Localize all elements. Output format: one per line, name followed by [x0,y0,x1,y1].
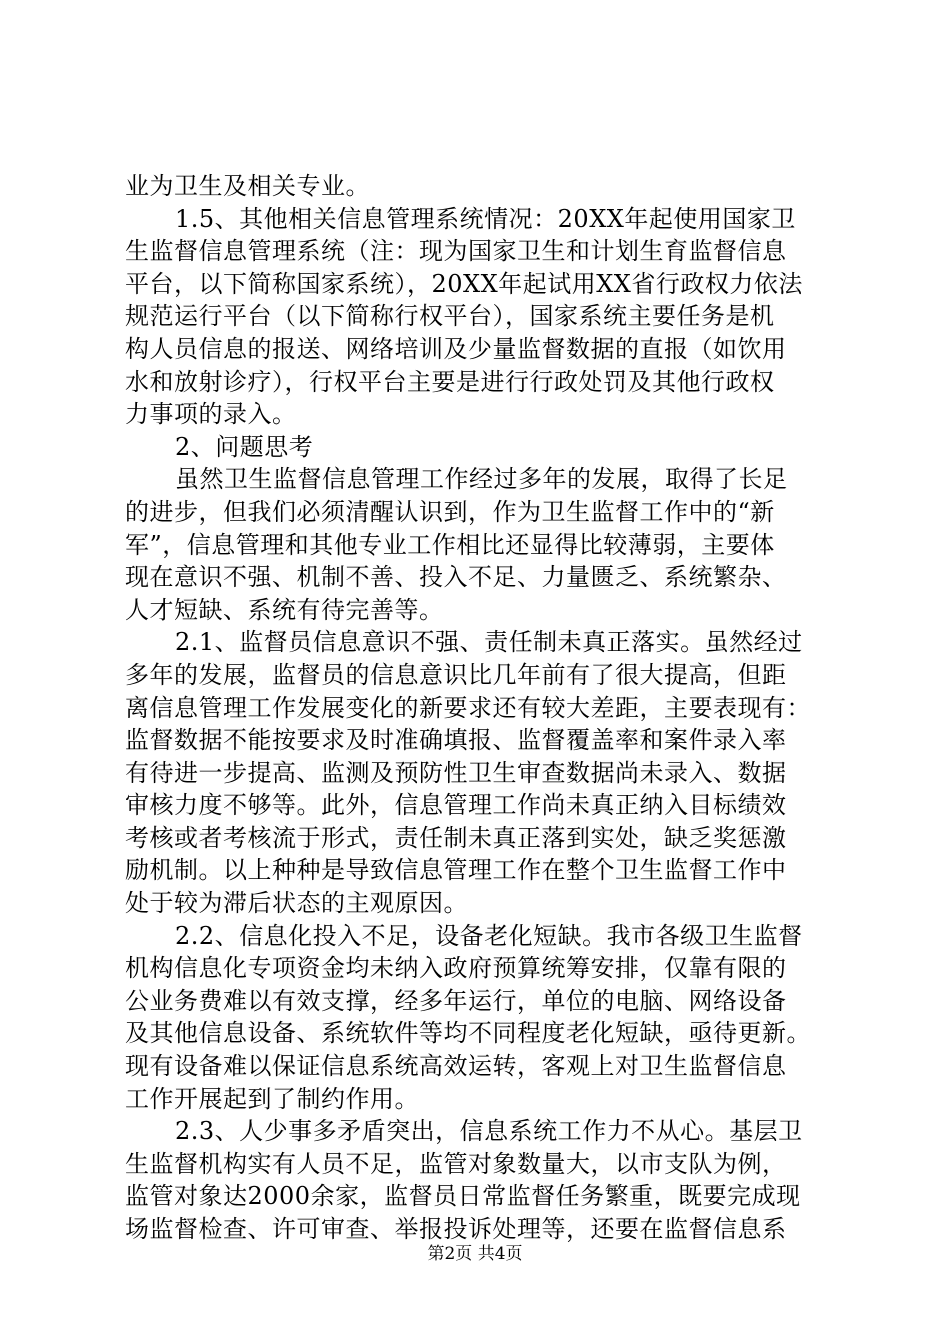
text-line: 处于较为滞后状态的主观原因。 [125,889,468,918]
text-line: 生监督信息管理系统（注：现为国家卫生和计划生育监督信息 [125,237,787,266]
text-line: 1.5、其他相关信息管理系统情况：20XX年起使用国家卫 [175,204,796,233]
text-line: 规范运行平台（以下简称行权平台），国家系统主要任务是机 [125,302,775,331]
text-line: 2.3、人少事多矛盾突出，信息系统工作力不从心。基层卫 [175,1117,803,1146]
page-number: 第2页 共4页 [427,1244,523,1264]
text-line: 多年的发展，监督员的信息意识比几年前有了很大提高，但距 [125,660,787,689]
text-line: 机构信息化专项资金均未纳入政府预算统筹安排，仅靠有限的 [125,954,787,983]
text-line: 业为卫生及相关专业。 [125,172,370,200]
text-line: 军”，信息管理和其他专业工作相比还显得比较薄弱，主要体 [125,530,775,559]
text-line: 监督数据不能按要求及时准确填报、监督覆盖率和案件录入率 [125,726,787,755]
text-line: 水和放射诊疗），行权平台主要是进行行政处罚及其他行政权 [125,367,775,396]
text-line: 2.1、监督员信息意识不强、责任制未真正落实。虽然经过 [175,628,803,657]
text-line: 及其他信息设备、系统软件等均不同程度老化短缺，亟待更新。 [125,1019,811,1048]
text-line: 人才短缺、系统有待完善等。 [125,595,444,624]
text-line: 场监督检查、许可审查、举报投诉处理等，还要在监督信息系 [125,1215,787,1243]
document-body [125,170,845,1246]
text-line: 公业务费难以有效支撑，经多年运行，单位的电脑、网络设备 [125,986,787,1015]
text-line: 构人员信息的报送、网络培训及少量监督数据的直报（如饮用 [125,334,787,363]
text-line: 监管对象达2000余家，监督员日常监督任务繁重，既要完成现 [125,1182,801,1211]
text-line: 2.2、信息化投入不足，设备老化短缺。我市各级卫生监督 [175,921,803,950]
text-line: 审核力度不够等。此外，信息管理工作尚未真正纳入目标绩效 [125,791,787,820]
section-heading: 2、问题思考 [175,432,314,461]
text-line: 考核或者考核流于形式，责任制未真正落到实处，缺乏奖惩激 [125,823,787,852]
text-line: 力事项的录入。 [125,400,297,429]
text-line: 励机制。以上种种是导致信息管理工作在整个卫生监督工作中 [125,856,787,885]
text-line: 现在意识不强、机制不善、投入不足、力量匮乏、系统繁杂、 [125,563,787,592]
text-line: 工作开展起到了制约作用。 [125,1084,419,1113]
text-line: 虽然卫生监督信息管理工作经过多年的发展，取得了长足 [175,465,788,494]
text-line: 现有设备难以保证信息系统高效运转，客观上对卫生监督信息 [125,1052,787,1081]
text-line: 离信息管理工作发展变化的新要求还有较大差距，主要表现有： [125,693,811,722]
text-line: 的进步，但我们必须清醒认识到，作为卫生监督工作中的“新 [125,497,775,526]
text-line: 平台，以下简称国家系统），20XX年起试用XX省行政权力依法 [125,269,803,298]
text-line: 有待进一步提高、监测及预防性卫生审查数据尚未录入、数据 [125,758,787,787]
text-line: 生监督机构实有人员不足，监管对象数量大，以市支队为例， [125,1149,787,1178]
